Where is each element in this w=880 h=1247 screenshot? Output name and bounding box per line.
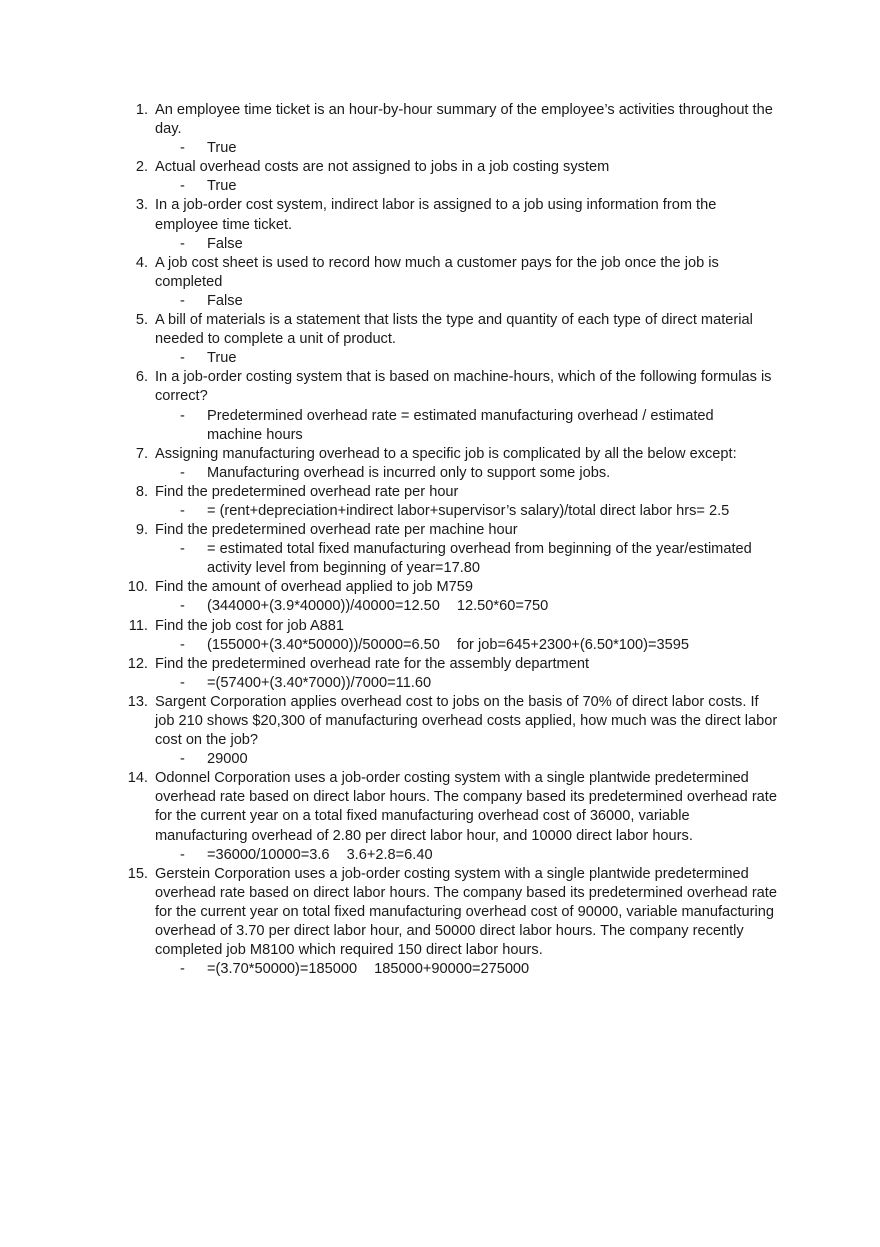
question-item: [0, 196, 780, 253]
answer-text: (344000+(3.9*40000))/40000=12.50: [207, 598, 440, 615]
question-number: 13.: [127, 693, 148, 710]
answer-line: [155, 177, 767, 196]
answer-text: = estimated total fixed manufacturing overhead from beginning of the year/estimated activity level from beginning of year=17.80: [207, 541, 752, 577]
question-item: [0, 101, 780, 158]
question-text: A job cost sheet is used to record how much a customer pays for the job once the job is completed: [155, 254, 719, 290]
question-item: [0, 693, 780, 769]
question-text: In a job-order costing system that is based on machine-hours, which of the following formulas is correct?: [155, 369, 772, 405]
question-number: 4.: [135, 254, 148, 271]
answer-dash: -: [180, 407, 185, 424]
question-number: 12.: [127, 655, 148, 672]
answer-dash: -: [180, 598, 185, 615]
question-number: 8.: [135, 483, 148, 500]
question-text: Assigning manufacturing overhead to a specific job is complicated by all the below except:: [155, 445, 737, 462]
question-item: [0, 483, 780, 521]
question-text: In a job-order cost system, indirect labor is assigned to a job using information from the employee time ticket.: [155, 197, 717, 233]
answer-text: =(3.70*50000)=185000: [207, 961, 358, 978]
answer-dash: -: [180, 350, 185, 367]
answer-text: (155000+(3.40*50000))/50000=6.50: [207, 636, 440, 653]
question-number: 7.: [135, 445, 148, 462]
question-text: Find the predetermined overhead rate per machine hour: [155, 522, 518, 539]
answer-text-secondary: 185000+90000=275000: [374, 961, 530, 978]
answer-dash: -: [180, 464, 185, 481]
answer-dash: -: [180, 178, 185, 195]
answer-text-secondary: 12.50*60=750: [456, 598, 549, 615]
question-text: Gerstein Corporation uses a job-order costing system with a single plantwide predetermined overhead rate based on direct labor hours. The company based its predetermined overhead rate for the current year on total fixed manufacturing overhead cost of 90000, variable manufacturing overhead of 3.70 per direct labor hour, and 50000 direct labor hours. The company recently completed job M8100 which required 150 direct labor hours.: [155, 865, 777, 959]
answer-text: Manufacturing overhead is incurred only to support some jobs.: [207, 464, 611, 481]
answer-text: = (rent+depreciation+indirect labor+supervisor’s salary)/total direct labor hrs= 2.5: [207, 502, 730, 519]
answer-dash: -: [180, 235, 185, 252]
question-item: [0, 445, 780, 483]
question-number: 9.: [135, 522, 148, 539]
answer-dash: -: [180, 502, 185, 519]
question-item: [0, 368, 780, 444]
answer-dash: -: [180, 846, 185, 863]
question-number: 14.: [127, 770, 148, 787]
answer-text: False: [207, 292, 243, 309]
question-item: [0, 311, 780, 368]
question-item: [0, 254, 780, 311]
question-text: An employee time ticket is an hour-by-hour summary of the employee’s activities throughout the day.: [155, 102, 773, 138]
answer-text-secondary: 3.6+2.8=6.40: [346, 846, 433, 863]
question-text: Sargent Corporation applies overhead cost to jobs on the basis of 70% of direct labor costs. If job 210 shows $20,300 of manufacturing overhead costs applied, how much was the direct labor cost on the job?: [155, 693, 778, 749]
question-number: 10.: [127, 579, 148, 596]
answer-dash: -: [180, 292, 185, 309]
question-item: [0, 521, 780, 578]
question-item: [0, 617, 780, 655]
answer-line: [155, 139, 767, 158]
question-item: [0, 865, 780, 980]
answer-dash: -: [180, 140, 185, 157]
answer-text-secondary: for job=645+2300+(6.50*100)=3595: [456, 636, 689, 653]
answer-line: [155, 235, 767, 254]
answer-line: [155, 464, 767, 483]
answer-line: [155, 674, 767, 693]
answer-line: [155, 750, 767, 769]
question-item: [0, 158, 780, 196]
answer-line: [155, 846, 767, 865]
answer-dash: -: [180, 636, 185, 653]
answer-text: True: [207, 350, 237, 367]
question-number: 6.: [135, 369, 148, 386]
question-number: 11.: [128, 617, 148, 634]
answer-text: =(57400+(3.40*7000))/7000=11.60: [207, 674, 432, 691]
answer-dash: -: [180, 961, 185, 978]
question-text: Odonnel Corporation uses a job-order costing system with a single plantwide predetermined overhead rate based on direct labor hours. The company based its predetermined overhead rate for the current year on a total fixed manufacturing overhead cost of 36000, variable manufacturing overhead of 2.80 per direct labor hour, and 10000 direct labor hours.: [155, 770, 777, 844]
question-text: Find the predetermined overhead rate for the assembly department: [155, 655, 590, 672]
question-item: [0, 769, 780, 864]
question-number: 15.: [127, 865, 148, 882]
question-number: 1.: [135, 102, 148, 118]
answer-line: [155, 407, 767, 445]
answer-dash: -: [180, 541, 185, 558]
answer-line: [155, 960, 767, 979]
answer-text: Predetermined overhead rate = estimated manufacturing overhead / estimated machine hours: [207, 407, 714, 443]
question-item: [0, 578, 780, 616]
question-text: Find the predetermined overhead rate per hour: [155, 483, 459, 500]
answer-text: True: [207, 178, 237, 195]
question-number: 2.: [135, 159, 148, 176]
answer-text: =36000/10000=3.6: [207, 846, 330, 863]
question-number: 3.: [135, 197, 148, 214]
answer-line: [155, 540, 767, 578]
answer-line: [155, 292, 767, 311]
question-text: A bill of materials is a statement that lists the type and quantity of each type of direct material needed to complete a unit of product.: [155, 312, 753, 348]
question-list: [0, 101, 880, 979]
question-text: Find the amount of overhead applied to job M759: [155, 579, 474, 596]
question-text: Find the job cost for job A881: [155, 617, 345, 634]
answer-dash: -: [180, 751, 185, 768]
answer-dash: -: [180, 674, 185, 691]
question-text: Actual overhead costs are not assigned to jobs in a job costing system: [155, 159, 610, 176]
question-number: 5.: [135, 312, 148, 329]
answer-text: 29000: [207, 751, 248, 768]
answer-line: [155, 349, 767, 368]
answer-text: True: [207, 140, 237, 157]
answer-line: [155, 636, 767, 655]
question-item: [0, 655, 780, 693]
answer-text: False: [207, 235, 243, 252]
answer-line: [155, 502, 767, 521]
answer-line: [155, 597, 767, 616]
